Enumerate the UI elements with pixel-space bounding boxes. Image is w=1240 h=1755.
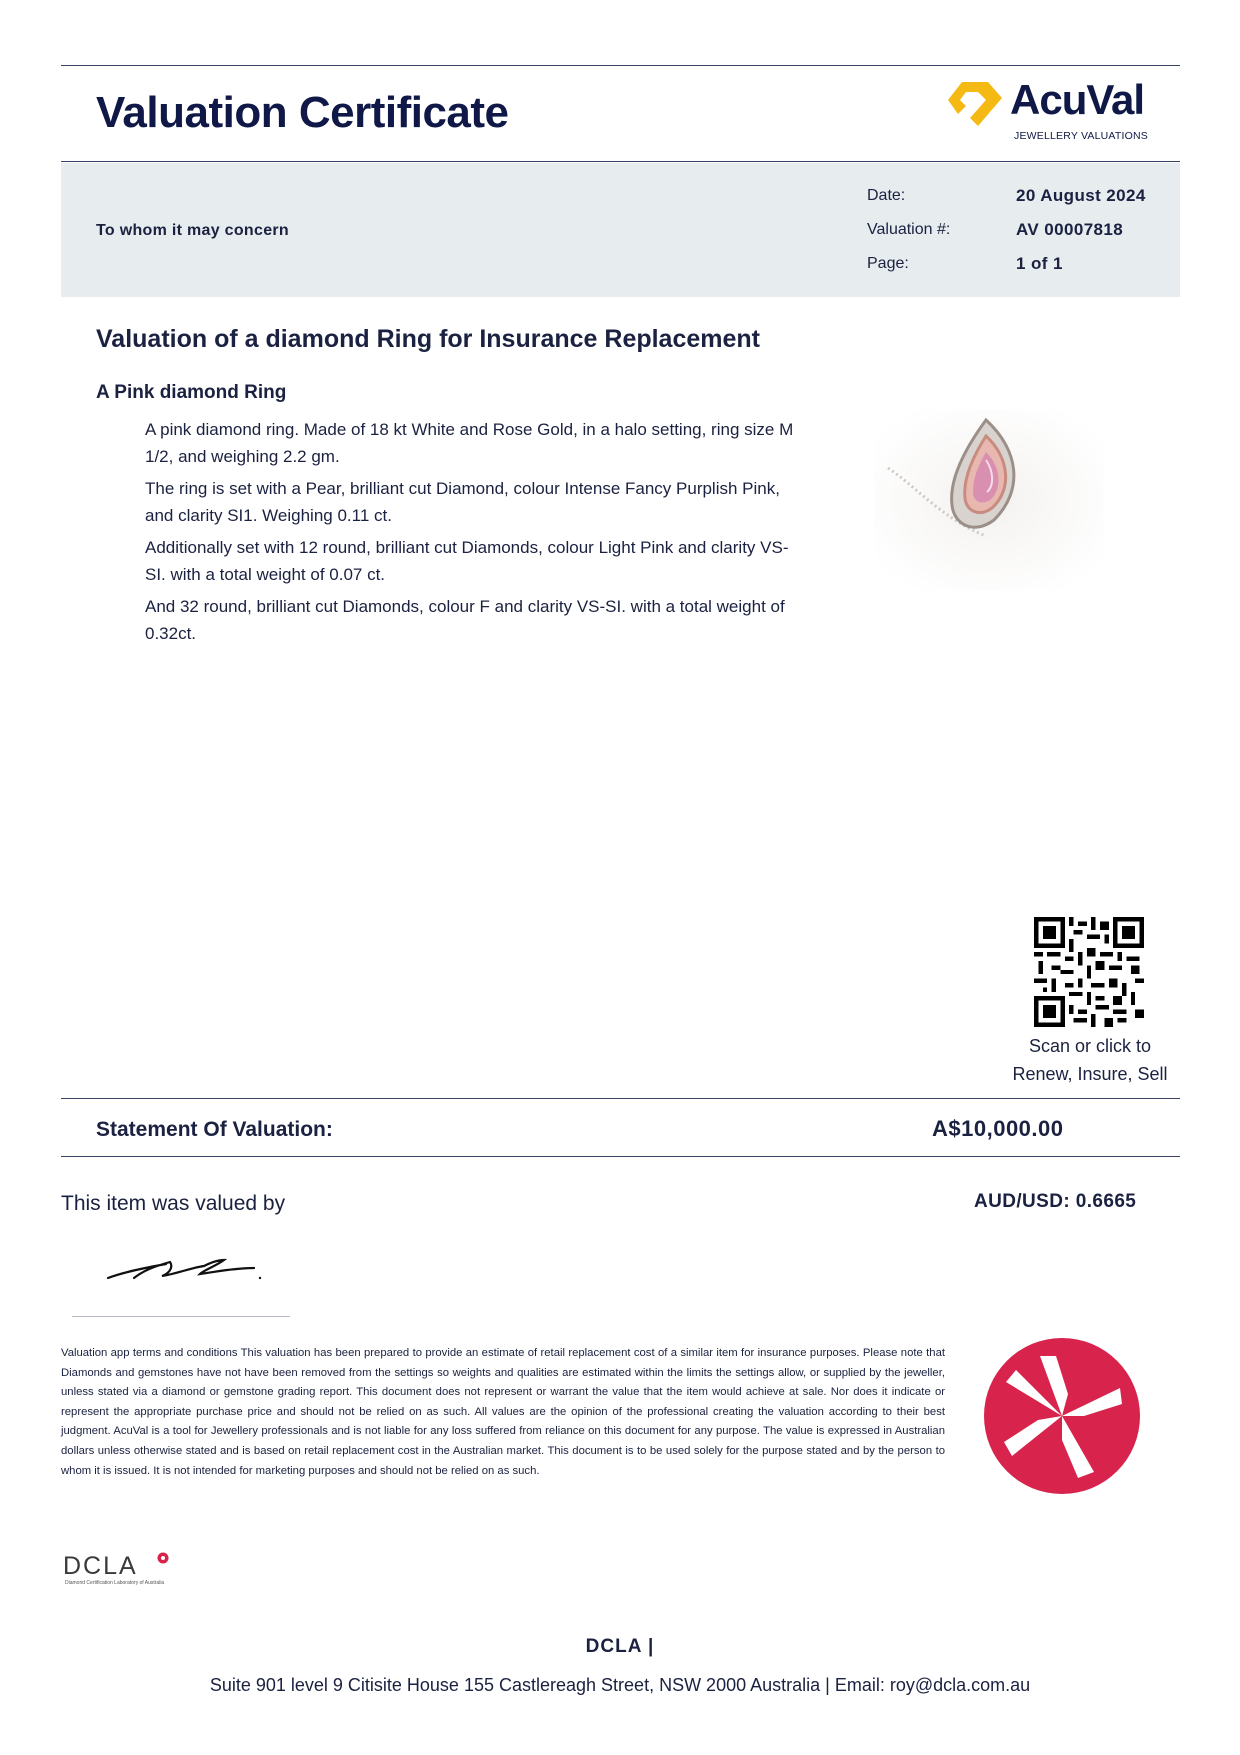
- page-label: Page:: [867, 255, 909, 272]
- dcla-logo-tagline: Diamond Certification Laboratory of Australia: [65, 1580, 165, 1586]
- ring-photo: [874, 410, 1104, 590]
- valuer-signature: [104, 1248, 274, 1288]
- signature-line: [72, 1316, 290, 1317]
- dcla-seal-icon: [982, 1336, 1142, 1496]
- qr-caption-line: Renew, Insure, Sell: [1012, 1064, 1168, 1084]
- qr-caption: [990, 1032, 1190, 1088]
- description-paragraph: And 32 round, brilliant cut Diamonds, colour F and clarity VS-SI. with a total weight of 0.32ct.: [145, 597, 785, 643]
- terms-and-conditions: Valuation app terms and conditions This valuation has been prepared to provide an estimate of retail replacement cost of a similar item for insurance purposes. Please note that Diamonds and gemstones have not have been removed from the settings so weights and qualities are estimated within the limits the settings allow, or supplied by the jeweller, unless stated via a diamond or gemstone grading report. This document does not represent or warrant the value that the item would achieve at sale. Nor does it indicate or represent the appropriate purchase price and should not be relied on as such. All values are the opinion of the professional creating the valuation according to their best judgment. AcuVal is a tool for Jewellery professionals and is not liable for any loss suffered from reliance on this document for any purpose. The value is expressed in Australian dollars unless otherwise stated and is based on retail replacement cost in the Australian market. This document is to be used solely for the purpose stated and by the person to whom it is issued. It is not intended for marketing purposes and should not be relied on as such.: [61, 1347, 945, 1477]
- acuval-logo-wordmark: AcuVal: [1010, 76, 1145, 123]
- statement-bottom-rule: [61, 1156, 1180, 1157]
- exchange-rate: AUD/USD: 0.6665: [974, 1191, 1137, 1212]
- valuation-number-label: Valuation #:: [867, 221, 951, 238]
- dcla-logo-wordmark: DCLA: [63, 1552, 138, 1580]
- date-label: Date:: [867, 187, 906, 204]
- qr-code[interactable]: [1034, 917, 1144, 1027]
- qr-caption-line: Scan or click to: [1028, 1036, 1152, 1056]
- description-paragraph: The ring is set with a Pear, brilliant cut Diamond, colour Intense Fancy Purplish Pink, and clarity SI1. Weighing 0.11 ct.: [145, 479, 780, 525]
- description-paragraph: Additionally set with 12 round, brilliant cut Diamonds, colour Light Pink and clarity VS-SI. with a total weight of 0.07 ct.: [145, 538, 789, 584]
- statement-top-rule: [61, 1098, 1180, 1099]
- dcla-logo: [63, 1552, 173, 1590]
- page-value: 1 of 1: [1016, 254, 1063, 273]
- description-paragraph: A pink diamond ring. Made of 18 kt White and Rose Gold, in a halo setting, ring size M 1/2, and weighing 2.2 gm.: [145, 420, 794, 466]
- item-subheading: A Pink diamond Ring: [96, 382, 287, 403]
- top-rule: [61, 65, 1180, 66]
- valuation-number-value: AV 00007818: [1016, 220, 1124, 239]
- acuval-logo: [948, 78, 1158, 142]
- page-title: Valuation Certificate: [96, 88, 509, 137]
- statement-label: Statement Of Valuation:: [96, 1118, 333, 1141]
- item-heading: Valuation of a diamond Ring for Insurance Replacement: [96, 325, 761, 353]
- valued-by-text: This item was valued by: [61, 1192, 286, 1215]
- item-description: [145, 417, 805, 653]
- recipient-text: To whom it may concern: [96, 222, 289, 239]
- date-value: 20 August 2024: [1016, 186, 1146, 205]
- acuval-logo-icon: [948, 78, 1008, 130]
- footer-address: Suite 901 level 9 Citisite House 155 Castlereagh Street, NSW 2000 Australia | Email: roy@dcla.com.au: [209, 1675, 1031, 1695]
- acuval-logo-tagline: JEWELLERY VALUATIONS: [1014, 130, 1148, 142]
- footer-company: DCLA |: [585, 1636, 655, 1657]
- header-rule: [61, 161, 1180, 162]
- statement-amount: A$10,000.00: [932, 1116, 1064, 1141]
- dcla-logo-icon: [157, 1552, 169, 1564]
